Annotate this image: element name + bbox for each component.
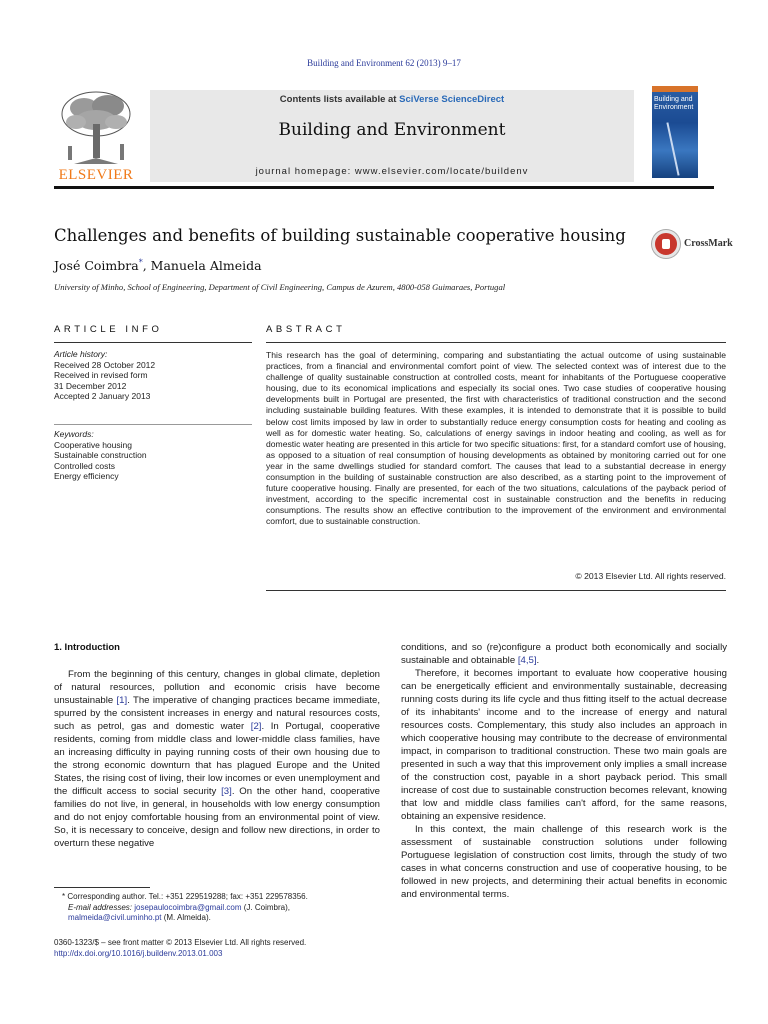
keyword: Cooperative housing bbox=[54, 439, 132, 450]
elsevier-logo bbox=[54, 86, 138, 184]
cover-accent-bar bbox=[652, 86, 698, 92]
corresponding-author-mark[interactable]: * bbox=[138, 258, 143, 267]
history-label: Article history: bbox=[54, 349, 108, 359]
author-affiliation: University of Minho, School of Engineering, Department of Civil Engineering, Campus de Azurem, 4800-058 Guimaraes, Portugal bbox=[54, 282, 506, 292]
body-column-right bbox=[401, 641, 727, 901]
citation-link[interactable]: [2] bbox=[250, 721, 262, 732]
email-link[interactable]: malmeida@civil.uminho.pt bbox=[68, 913, 162, 922]
abstract-copyright: © 2013 Elsevier Ltd. All rights reserved. bbox=[575, 571, 726, 581]
sciencedirect-link[interactable]: SciVerse ScienceDirect bbox=[399, 94, 505, 105]
author-name: José Coimbra bbox=[54, 258, 139, 274]
crossmark-label: CrossMark bbox=[684, 238, 733, 249]
keyword: Controlled costs bbox=[54, 460, 115, 471]
body-column-left bbox=[54, 668, 380, 850]
issn-line: 0360-1323/$ – see front matter © 2013 Elsevier Ltd. All rights reserved. bbox=[54, 938, 307, 947]
contents-prefix: Contents lists available at bbox=[279, 94, 400, 105]
keyword: Sustainable construction bbox=[54, 450, 147, 460]
history-line: Accepted 2 January 2013 bbox=[54, 391, 151, 401]
footnote-rule bbox=[54, 887, 150, 888]
body-paragraph: From the beginning of this century, changes in global climate, depletion of natural resources, pollution and economic crisis have become unsustainable [1]. The imperative of changing practices became immediate, spurred by the consistent increases in energy and natural resources costs, such as petrol, gas and domestic water [2]. In Portugal, cooperative residents, coming from middle class and lower-middle class families, have an increasing difficulty in paying running costs of their own housing due to the strong economic downturn that has plagued Europe and the United States, the rising cost of living, their low incomes or even unemployment and the difficult access to social security [3]. On the other hand, cooperative families do not live, in general, in households with low energy consumption and do not enjoy comfortable housing from an environmental point of view. So, it is necessary to conceive, design and follow new directions, in order to overturn these negative bbox=[54, 669, 380, 849]
cover-building-icon bbox=[666, 122, 679, 175]
body-paragraph: Therefore, it becomes important to evaluate how cooperative housing can be energetically efficient and environmentally sustainable, decreasing running costs during its life cycle and thus fitting itself to the actual decrease of its inhabitants' income and to the increase of energy and natural resources costs. Complementary, this study also includes an approach in which cooperative housing may contribute to the decrease of environmental impact, in comparison to traditional construction. These two main goals are presented in such a way that this improvement only implies a small increase of the construction cost, payable in a short payback period. This small increase of cost due to sustainable construction becomes relevant, knowing that low and middle class families can't afford, for the same reasons, obtaining an expensive residence. bbox=[401, 668, 727, 822]
author-name: Manuela Almeida bbox=[150, 258, 262, 274]
crossmark-icon bbox=[652, 230, 680, 258]
history-line: Received in revised form bbox=[54, 370, 148, 380]
journal-title: Building and Environment bbox=[278, 120, 506, 140]
body-paragraph: conditions, and so (re)configure a product both economically and socially sustainable and obtainable [4,5]. bbox=[401, 642, 727, 666]
history-line: Received 28 October 2012 bbox=[54, 359, 156, 370]
issn-block bbox=[54, 937, 380, 959]
article-history bbox=[54, 349, 252, 402]
keywords-label: Keywords: bbox=[54, 429, 94, 439]
elsevier-wordmark: ELSEVIER bbox=[58, 167, 134, 183]
author-separator: , bbox=[142, 258, 151, 274]
article-title: Challenges and benefits of building sustainable cooperative housing bbox=[54, 226, 626, 245]
article-info-rule bbox=[54, 342, 252, 343]
abstract-rule bbox=[266, 342, 726, 343]
footnote bbox=[54, 892, 380, 924]
cover-title: Building and Environment bbox=[654, 96, 694, 111]
journal-cover-thumbnail bbox=[652, 86, 698, 178]
email-note: E-mail addresses: josepaulocoimbra@gmail.com (J. Coimbra), malmeida@civil.uminho.pt (M. Almeida). bbox=[68, 902, 290, 922]
journal-citation: Building and Environment 62 (2013) 9–17 bbox=[307, 58, 461, 68]
history-line: 31 December 2012 bbox=[54, 380, 127, 391]
abstract-bottom-rule bbox=[266, 590, 726, 591]
citation-link[interactable]: [3] bbox=[221, 786, 232, 797]
crossmark-badge[interactable] bbox=[652, 228, 732, 262]
citation-link[interactable]: [1] bbox=[116, 695, 128, 706]
citation-link[interactable]: [4,5] bbox=[517, 655, 537, 666]
journal-header-box bbox=[150, 90, 634, 182]
doi-link[interactable]: http://dx.doi.org/10.1016/j.buildenv.2013.01.003 bbox=[54, 949, 223, 958]
keywords bbox=[54, 429, 252, 482]
elsevier-tree-icon bbox=[54, 86, 138, 166]
keywords-rule bbox=[54, 424, 252, 425]
body-paragraph: In this context, the main challenge of this research work is the assessment of sustainable construction solutions under following Portuguese legislation of construction cost limits, through the study of two cases in what concerns construction and use of cooperative housing, to be followed in new projects, and determining their actual benefits in economic and environmental terms. bbox=[401, 824, 727, 900]
abstract-text: This research has the goal of determining, comparing and substantiating the actual outcome of using sustainable practices, from a financial and environmental comfort point of view. The selected context was of interest due to the challenge of quality sustainable construction at controlled costs, meant for inhabitants of the Portuguese cooperative housing, due to its economical implications and especially its social ones. Two case studies of cooperative housing developments built in Portugal are presented, the first with characteristics of traditional construction and the second including sustainable building features. With these examples, it is intended to demonstrate that it is possible to build below cost limits imposed by law in order to substantially reduce energy consumption costs for heating and cooling as well as for domestic water heating. So, calculations of energy savings in indoor heating and cooling, as well as for domestic water heating are presented in this article for two specific situations: first, for a standard comfort use of housing, as opposed to a situation of real consumption of housing developments as obtained by monitoring carried out for one year in the same dwellings studied for standard comfort. The causes that lead to a substantial decrease in energy consumption in the building of sustainable construction are also described, as a starting point to the improvement of future cooperative housing. Finally are presented, for each of the two situations, calculations of the payback period of investment, according to the specific incremental cost in sustainable construction and the benefits in reducing consumptions. The results show an effective contribution to the improvement of the environment and environmental comfort, due to sustainable construction. bbox=[266, 350, 726, 527]
keyword: Energy efficiency bbox=[54, 471, 119, 481]
email-link[interactable]: josepaulocoimbra@gmail.com bbox=[134, 902, 242, 912]
abstract-heading: ABSTRACT bbox=[266, 324, 346, 335]
journal-homepage[interactable]: journal homepage: www.elsevier.com/locate/buildenv bbox=[255, 166, 529, 177]
section-heading-introduction: 1. Introduction bbox=[54, 642, 120, 653]
author-list bbox=[54, 258, 262, 273]
header-rule bbox=[54, 186, 714, 189]
article-info-heading: ARTICLE INFO bbox=[54, 324, 163, 335]
corresponding-author-note: * Corresponding author. Tel.: +351 229519288; fax: +351 229578356. bbox=[62, 892, 308, 901]
contents-available-line bbox=[150, 94, 634, 105]
